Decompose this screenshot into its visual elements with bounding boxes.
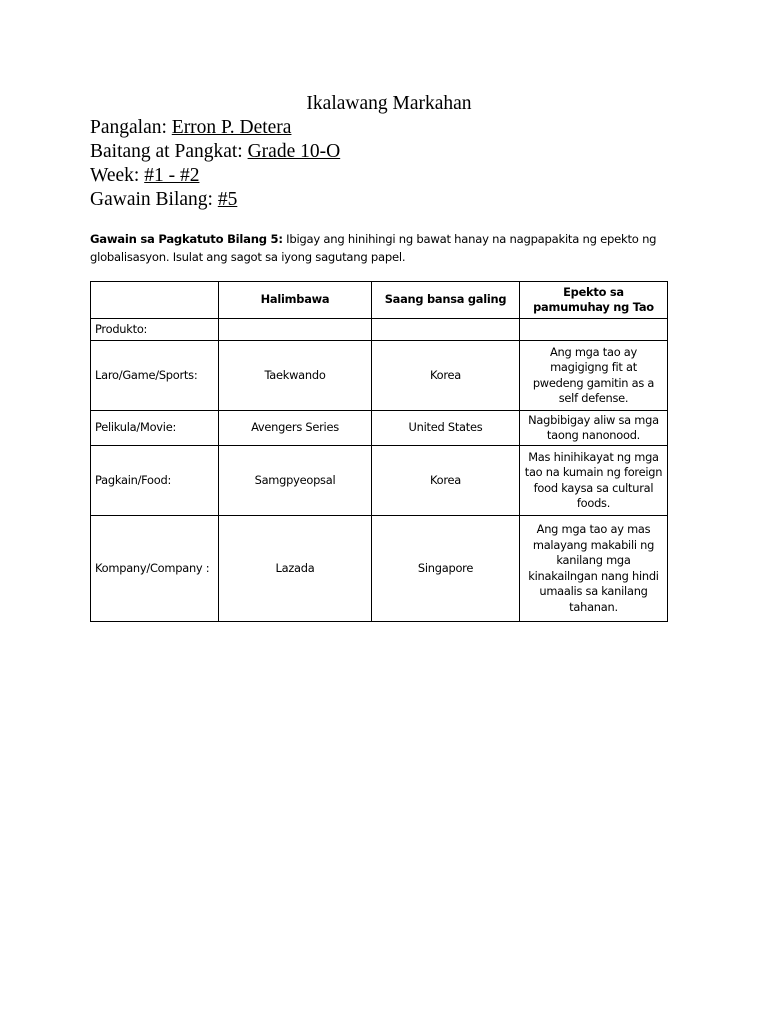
country-cell [372,319,520,341]
table-row [91,446,668,516]
row-label: Pelikula/Movie: [91,411,219,446]
week-label: Week: [90,165,140,186]
activity-number-label: Gawain Bilang: [90,189,213,210]
instructions-lead: Gawain sa Pagkatuto Bilang 5: [90,232,283,246]
header-cell-country: Saang bansa galing [372,282,520,319]
example-cell: Avengers Series [219,411,372,446]
activity-table [90,281,668,622]
header-cell-effect: Epekto sa pamumuhay ng Tao [520,282,668,319]
effect-cell: Ang mga tao ay mas malayang makabili ng kanilang mga kinakailngan nang hindi umaalis sa kanilang tahanan. [520,516,668,622]
document-header [90,92,680,212]
name-label: Pangalan: [90,117,167,138]
example-cell [219,319,372,341]
grade-section-label: Baitang at Pangkat: [90,141,243,162]
grade-section-value: Grade 10-O [247,141,341,162]
table-row [91,319,668,341]
effect-cell: Nagbibigay aliw sa mga taong nanonood. [520,411,668,446]
example-cell: Lazada [219,516,372,622]
grade-section-field [90,140,680,164]
activity-number-value: #5 [217,189,238,210]
row-label: Produkto: [91,319,219,341]
instructions-text: Ibigay ang hinihingi ng bawat hanay na nagpapakita ng epekto ng globalisasyon. Isulat ang sagot sa iyong sagutang papel. [90,232,657,264]
table-row [91,411,668,446]
table-row [91,341,668,411]
header-cell-example: Halimbawa [219,282,372,319]
row-label: Kompany/Company : [91,516,219,622]
table-row [91,516,668,622]
week-value: #1 - #2 [144,165,200,186]
country-cell: Korea [372,446,520,516]
row-label: Pagkain/Food: [91,446,219,516]
name-value: Erron P. Detera [171,117,292,138]
effect-cell: Mas hinihikayat ng mga tao na kumain ng foreign food kaysa sa cultural foods. [520,446,668,516]
effect-cell [520,319,668,341]
effect-cell: Ang mga tao ay magigigng fit at pwedeng gamitin as a self defense. [520,341,668,411]
instructions [90,230,690,266]
example-cell: Taekwando [219,341,372,411]
table-header-row [91,282,668,319]
example-cell: Samgpyeopsal [219,446,372,516]
country-cell: United States [372,411,520,446]
activity-number-field [90,188,680,212]
name-field [90,116,680,140]
country-cell: Singapore [372,516,520,622]
row-label: Laro/Game/Sports: [91,341,219,411]
page-title: Ikalawang Markahan [306,93,472,114]
week-field [90,164,680,188]
country-cell: Korea [372,341,520,411]
header-cell-blank [91,282,219,319]
